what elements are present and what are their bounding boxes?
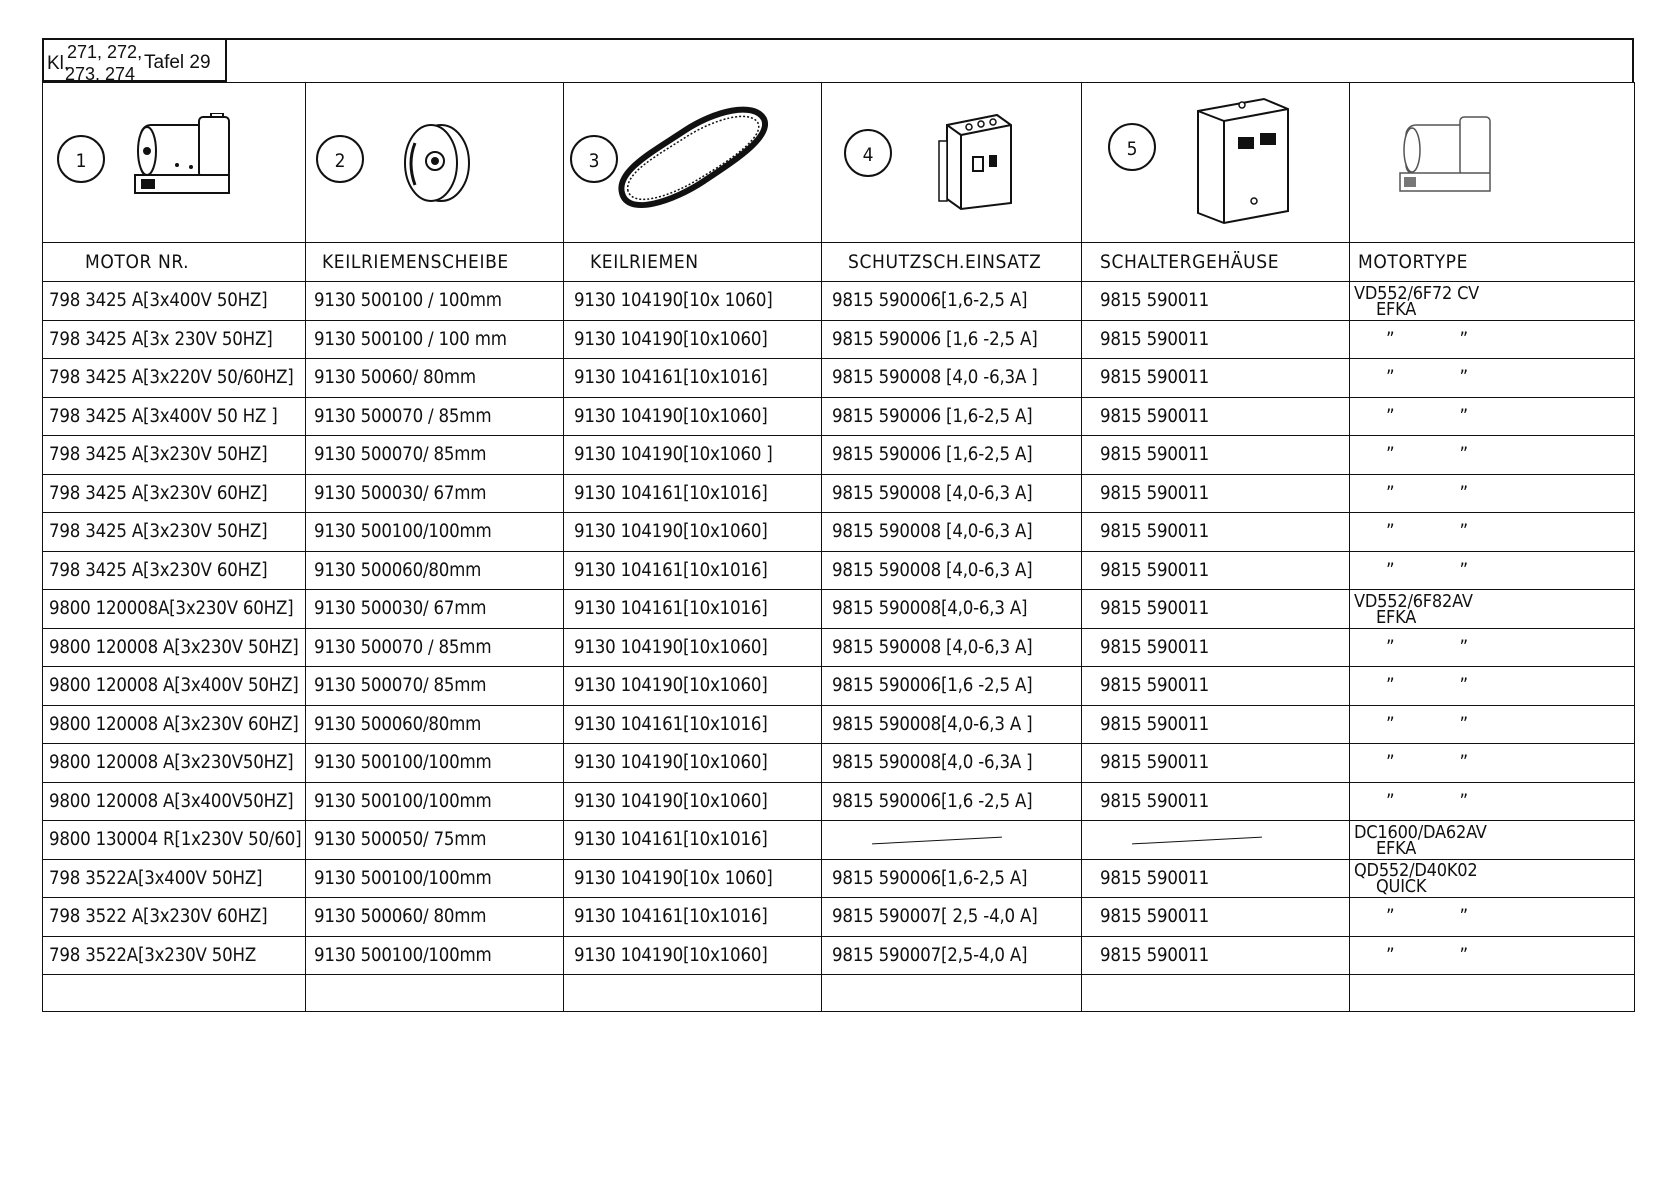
parts-sheet: [42, 38, 1634, 1035]
keilriemen-cell: 9130 104190[10x 1060]: [564, 282, 822, 321]
motor-nr-cell: 798 3425 A[3x220V 50/60HZ]: [43, 359, 306, 398]
keilriemen-cell: 9130 104190[10x1060]: [564, 936, 822, 975]
keilriemenscheibe-cell: 9130 500100/100mm: [306, 936, 564, 975]
col-keilriemen: KEILRIEMEN: [564, 243, 822, 282]
motor-outline-icon: [1398, 111, 1503, 206]
table-row: [43, 936, 1635, 975]
schutzsch-einsatz-cell: 9815 590008 [4,0-6,3 A]: [822, 551, 1082, 590]
schaltergehaeuse-cell: 9815 590011: [1082, 859, 1350, 898]
ditto-mark-cell: ” ”: [1350, 359, 1635, 398]
schutzsch-einsatz-cell: 9815 590007[ 2,5 -4,0 A]: [822, 898, 1082, 937]
motor-nr-cell: 9800 120008 A[3x230V 60HZ]: [43, 705, 306, 744]
illustration-cell-4: [822, 83, 1082, 243]
item-number-4: 4: [844, 129, 892, 177]
motor-nr-cell: 798 3425 A[3x230V 50HZ]: [43, 513, 306, 552]
parts-table: [42, 82, 1635, 1012]
motor-icon: [133, 113, 243, 208]
table-row: [43, 359, 1635, 398]
schutzsch-einsatz-cell: 9815 590006 [1,6-2,5 A]: [822, 397, 1082, 436]
motortype-cell: [1350, 282, 1635, 321]
keilriemenscheibe-cell: 9130 500030/ 67mm: [306, 474, 564, 513]
keilriemen-cell: 9130 104161[10x1016]: [564, 821, 822, 860]
keilriemenscheibe-cell: 9130 500100/100mm: [306, 782, 564, 821]
keilriemenscheibe-cell: 9130 500070 / 85mm: [306, 397, 564, 436]
keilriemenscheibe-cell: 9130 500100/100mm: [306, 744, 564, 783]
keilriemen-cell: 9130 104190[10x1060]: [564, 513, 822, 552]
motor-nr-cell: 798 3522A[3x400V 50HZ]: [43, 859, 306, 898]
keilriemen-cell: 9130 104190[10x1060]: [564, 744, 822, 783]
empty-row: [43, 975, 1635, 1012]
col-schutzsch-einsatz: SCHUTZSCH.EINSATZ: [822, 243, 1082, 282]
motor-nr-cell: 9800 120008 A[3x400V50HZ]: [43, 782, 306, 821]
keilriemenscheibe-cell: 9130 500060/ 80mm: [306, 898, 564, 937]
keilriemen-cell: 9130 104190[10x1060]: [564, 628, 822, 667]
keilriemenscheibe-cell: 9130 500060/80mm: [306, 705, 564, 744]
ditto-mark-cell: ” ”: [1350, 474, 1635, 513]
schutzsch-einsatz-cell: 9815 590006[1,6 -2,5 A]: [822, 782, 1082, 821]
schutzsch-einsatz-cell: 9815 590008 [4,0 -6,3A ]: [822, 359, 1082, 398]
column-header-row: [43, 243, 1635, 282]
motortype-maker: EFKA: [1376, 606, 1417, 628]
keilriemenscheibe-cell: 9130 500100/100mm: [306, 859, 564, 898]
kl-numbers-top: 271, 272,: [67, 42, 143, 62]
motor-nr-cell: 798 3425 A[3x230V 50HZ]: [43, 436, 306, 475]
ditto-mark-cell: ” ”: [1350, 551, 1635, 590]
empty-cell: [1350, 975, 1635, 1012]
schutzsch-einsatz-cell: 9815 590006 [1,6-2,5 A]: [822, 436, 1082, 475]
frame-top-line: [225, 38, 1634, 40]
schaltergehaeuse-cell: 9815 590011: [1082, 590, 1350, 629]
table-row: [43, 898, 1635, 937]
ditto-mark-cell: ” ”: [1350, 705, 1635, 744]
not-applicable-dash: [1132, 837, 1262, 845]
keilriemen-cell: 9130 104161[10x1016]: [564, 359, 822, 398]
illustration-cell-5: [1082, 83, 1350, 243]
motor-nr-cell: 9800 120008 A[3x230V 50HZ]: [43, 628, 306, 667]
schaltergehaeuse-cell: 9815 590011: [1082, 397, 1350, 436]
motortype-maker: QUICK: [1376, 876, 1427, 898]
schutzsch-einsatz-cell: 9815 590006[1,6-2,5 A]: [822, 282, 1082, 321]
table-row: [43, 628, 1635, 667]
keilriemenscheibe-cell: 9130 500070/ 85mm: [306, 436, 564, 475]
motortype-maker: EFKA: [1376, 298, 1417, 320]
table-row: [43, 282, 1635, 321]
keilriemen-cell: 9130 104161[10x1016]: [564, 705, 822, 744]
schaltergehaeuse-cell: 9815 590011: [1082, 474, 1350, 513]
motortype-name: VD552/6F82AV: [1354, 590, 1473, 612]
keilriemen-cell: 9130 104190[10x1060 ]: [564, 436, 822, 475]
ditto-mark-cell: ” ”: [1350, 898, 1635, 937]
keilriemen-cell: 9130 104161[10x1016]: [564, 551, 822, 590]
schutzsch-einsatz-cell: 9815 590008 [4,0-6,3 A]: [822, 628, 1082, 667]
keilriemenscheibe-cell: 9130 500100 / 100 mm: [306, 320, 564, 359]
protection-switch-icon: [937, 111, 1017, 211]
col-keilriemenscheibe: KEILRIEMENSCHEIBE: [306, 243, 564, 282]
item-number-2: 2: [316, 135, 364, 183]
keilriemenscheibe-cell: 9130 500030/ 67mm: [306, 590, 564, 629]
motortype-name: VD552/6F72 CV: [1354, 282, 1480, 304]
empty-cell: [564, 975, 822, 1012]
schutzsch-einsatz-cell: 9815 590008 [4,0-6,3 A]: [822, 513, 1082, 552]
schutzsch-einsatz-cell: 9815 590008 [4,0-6,3 A]: [822, 474, 1082, 513]
table-row: [43, 744, 1635, 783]
pulley-icon: [401, 113, 476, 208]
table-row: [43, 397, 1635, 436]
switch-housing-icon: [1194, 97, 1294, 227]
keilriemenscheibe-cell: 9130 500100 / 100mm: [306, 282, 564, 321]
table-row: [43, 782, 1635, 821]
v-belt-icon: [614, 101, 774, 221]
table-row: [43, 821, 1635, 860]
illustration-cell-2: [306, 83, 564, 243]
schutzsch-einsatz-cell: [822, 821, 1082, 860]
ditto-mark-cell: ” ”: [1350, 936, 1635, 975]
keilriemenscheibe-cell: 9130 500070/ 85mm: [306, 667, 564, 706]
keilriemenscheibe-cell: 9130 50060/ 80mm: [306, 359, 564, 398]
kl-numbers-bottom: 273, 274: [65, 64, 136, 84]
keilriemen-cell: 9130 104190[10x1060]: [564, 782, 822, 821]
tafel-label: Tafel 29: [144, 52, 211, 73]
motortype-name: DC1600/DA62AV: [1354, 821, 1487, 843]
schaltergehaeuse-cell: 9815 590011: [1082, 936, 1350, 975]
motortype-name: QD552/D40K02: [1354, 860, 1478, 882]
schaltergehaeuse-cell: 9815 590011: [1082, 513, 1350, 552]
schaltergehaeuse-cell: 9815 590011: [1082, 628, 1350, 667]
keilriemen-cell: 9130 104190[10x1060]: [564, 320, 822, 359]
schaltergehaeuse-cell: 9815 590011: [1082, 782, 1350, 821]
ditto-mark-cell: ” ”: [1350, 320, 1635, 359]
item-number-3: 3: [570, 135, 618, 183]
keilriemenscheibe-cell: 9130 500100/100mm: [306, 513, 564, 552]
table-row: [43, 474, 1635, 513]
frame-right-line: [1632, 38, 1634, 82]
keilriemen-cell: 9130 104161[10x1016]: [564, 898, 822, 937]
schaltergehaeuse-cell: 9815 590011: [1082, 551, 1350, 590]
table-row: [43, 590, 1635, 629]
schutzsch-einsatz-cell: 9815 590008[4,0-6,3 A]: [822, 590, 1082, 629]
table-row: [43, 513, 1635, 552]
ditto-mark-cell: ” ”: [1350, 667, 1635, 706]
motor-nr-cell: 798 3425 A[3x 230V 50HZ]: [43, 320, 306, 359]
schutzsch-einsatz-cell: 9815 590006[1,6 -2,5 A]: [822, 667, 1082, 706]
motor-nr-cell: 798 3522A[3x230V 50HZ: [43, 936, 306, 975]
table-row: [43, 667, 1635, 706]
empty-cell: [822, 975, 1082, 1012]
motortype-cell: [1350, 590, 1635, 629]
keilriemenscheibe-cell: 9130 500060/80mm: [306, 551, 564, 590]
keilriemenscheibe-cell: 9130 500050/ 75mm: [306, 821, 564, 860]
motor-nr-cell: 9800 120008A[3x230V 60HZ]: [43, 590, 306, 629]
table-row: [43, 436, 1635, 475]
keilriemen-cell: 9130 104161[10x1016]: [564, 474, 822, 513]
empty-cell: [306, 975, 564, 1012]
motor-nr-cell: 9800 130004 R[1x230V 50/60]: [43, 821, 306, 860]
keilriemenscheibe-cell: 9130 500070 / 85mm: [306, 628, 564, 667]
schaltergehaeuse-cell: 9815 590011: [1082, 667, 1350, 706]
kl-prefix: Kl.: [47, 53, 70, 74]
schutzsch-einsatz-cell: 9815 590008[4,0-6,3 A ]: [822, 705, 1082, 744]
keilriemen-cell: 9130 104190[10x 1060]: [564, 859, 822, 898]
schaltergehaeuse-cell: 9815 590011: [1082, 282, 1350, 321]
empty-cell: [43, 975, 306, 1012]
motor-nr-cell: 798 3425 A[3x230V 60HZ]: [43, 551, 306, 590]
ditto-mark-cell: ” ”: [1350, 628, 1635, 667]
illustration-cell-1: [43, 83, 306, 243]
ditto-mark-cell: ” ”: [1350, 513, 1635, 552]
table-row: [43, 705, 1635, 744]
table-row: [43, 859, 1635, 898]
illustration-cell-3: [564, 83, 822, 243]
motor-nr-cell: 9800 120008 A[3x400V 50HZ]: [43, 667, 306, 706]
schaltergehaeuse-cell: [1082, 821, 1350, 860]
motor-nr-cell: 9800 120008 A[3x230V50HZ]: [43, 744, 306, 783]
not-applicable-dash: [872, 837, 1002, 845]
table-row: [43, 320, 1635, 359]
motortype-cell: [1350, 859, 1635, 898]
plate-reference-box: [42, 38, 227, 82]
keilriemen-cell: 9130 104190[10x1060]: [564, 667, 822, 706]
ditto-mark-cell: ” ”: [1350, 744, 1635, 783]
col-motor-nr: MOTOR NR.: [43, 243, 306, 282]
empty-cell: [1082, 975, 1350, 1012]
schaltergehaeuse-cell: 9815 590011: [1082, 436, 1350, 475]
col-schaltergehaeuse: SCHALTERGEHÄUSE: [1082, 243, 1350, 282]
schaltergehaeuse-cell: 9815 590011: [1082, 744, 1350, 783]
schutzsch-einsatz-cell: 9815 590006 [1,6 -2,5 A]: [822, 320, 1082, 359]
schaltergehaeuse-cell: 9815 590011: [1082, 359, 1350, 398]
item-number-5: 5: [1108, 123, 1156, 171]
keilriemen-cell: 9130 104190[10x1060]: [564, 397, 822, 436]
ditto-mark-cell: ” ”: [1350, 782, 1635, 821]
motor-nr-cell: 798 3425 A[3x400V 50HZ]: [43, 282, 306, 321]
illustration-row: [43, 83, 1635, 243]
schutzsch-einsatz-cell: 9815 590007[2,5-4,0 A]: [822, 936, 1082, 975]
ditto-mark-cell: ” ”: [1350, 436, 1635, 475]
motortype-cell: [1350, 821, 1635, 860]
illustration-cell-6: [1350, 83, 1635, 243]
schutzsch-einsatz-cell: 9815 590008[4,0 -6,3A ]: [822, 744, 1082, 783]
col-motortype: MOTORTYPE: [1350, 243, 1635, 282]
schaltergehaeuse-cell: 9815 590011: [1082, 320, 1350, 359]
table-row: [43, 551, 1635, 590]
schaltergehaeuse-cell: 9815 590011: [1082, 898, 1350, 937]
ditto-mark-cell: ” ”: [1350, 397, 1635, 436]
schaltergehaeuse-cell: 9815 590011: [1082, 705, 1350, 744]
item-number-1: 1: [57, 135, 105, 183]
motor-nr-cell: 798 3522 A[3x230V 60HZ]: [43, 898, 306, 937]
keilriemen-cell: 9130 104161[10x1016]: [564, 590, 822, 629]
motor-nr-cell: 798 3425 A[3x400V 50 HZ ]: [43, 397, 306, 436]
schutzsch-einsatz-cell: 9815 590006[1,6-2,5 A]: [822, 859, 1082, 898]
motortype-maker: EFKA: [1376, 837, 1417, 859]
motor-nr-cell: 798 3425 A[3x230V 60HZ]: [43, 474, 306, 513]
